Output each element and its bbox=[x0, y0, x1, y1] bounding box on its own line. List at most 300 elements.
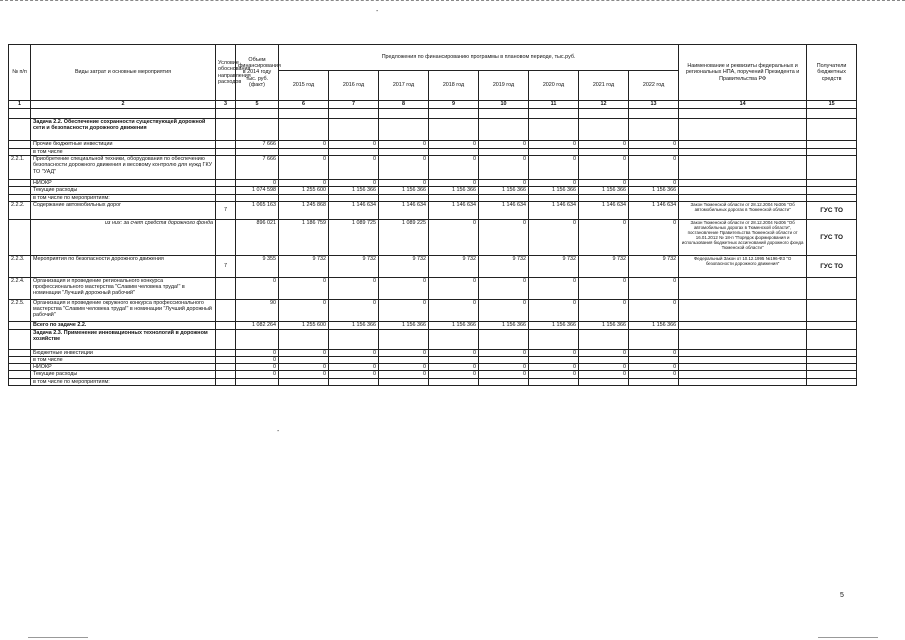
row-recipient bbox=[807, 349, 857, 356]
row-legal-act bbox=[679, 329, 807, 349]
row-recipient bbox=[807, 299, 857, 321]
row-value bbox=[529, 378, 579, 385]
row-value: 0 bbox=[479, 371, 529, 378]
row-value: 0 bbox=[329, 364, 379, 371]
row-value bbox=[629, 357, 679, 364]
row-value: 0 bbox=[629, 141, 679, 149]
column-number: 9 bbox=[429, 101, 479, 109]
row-name: из них: за счет средств дорожного фонда bbox=[31, 219, 216, 255]
row-legal-act bbox=[679, 371, 807, 378]
row-value: 0 bbox=[479, 299, 529, 321]
page-number: 5 bbox=[840, 592, 844, 599]
row-value bbox=[479, 149, 529, 156]
financing-table bbox=[8, 44, 857, 386]
row-value: 0 bbox=[429, 219, 479, 255]
table-row bbox=[9, 321, 857, 329]
row-value: 9 732 bbox=[279, 255, 329, 277]
row-value: 0 bbox=[429, 180, 479, 187]
row-number: 2.2.3. bbox=[9, 255, 31, 277]
row-value bbox=[529, 119, 579, 141]
row-value bbox=[429, 329, 479, 349]
row-value: 0 bbox=[429, 156, 479, 180]
column-number: 14 bbox=[679, 101, 807, 109]
row-value: 0 bbox=[429, 349, 479, 356]
row-value bbox=[329, 149, 379, 156]
row-value: 1 156 366 bbox=[479, 321, 529, 329]
row-recipient: ГУС ТО bbox=[807, 255, 857, 277]
row-name: Задача 2.3. Применение инновационных технологий в дорожном хозяйстве bbox=[31, 329, 216, 349]
row-value: 0 bbox=[579, 156, 629, 180]
row-recipient: ГУС ТО bbox=[807, 201, 857, 219]
row-value bbox=[279, 119, 329, 141]
header-year: 2017 год bbox=[379, 71, 429, 101]
scan-mark: - bbox=[376, 8, 379, 15]
row-legal-act: Закон Тюменской области от 28.12.2004 №306 "Об автомобильных дорогах в Тюменской области", постановление Правительства Тюменской области от 16.01.2012 № 18-п "Порядок формирования и использования бюджетных ассигнований дорожного фонда Тюменской области" bbox=[679, 219, 807, 255]
row-value bbox=[329, 357, 379, 364]
row-value bbox=[279, 378, 329, 385]
row-value bbox=[579, 109, 629, 119]
row-value: 0 bbox=[379, 364, 429, 371]
column-number: 11 bbox=[529, 101, 579, 109]
row-condition bbox=[216, 349, 236, 356]
table-row bbox=[9, 149, 857, 156]
row-value bbox=[429, 357, 479, 364]
table-row bbox=[9, 329, 857, 349]
row-value bbox=[236, 109, 279, 119]
row-value bbox=[279, 149, 329, 156]
row-value bbox=[529, 194, 579, 201]
row-value: 0 bbox=[279, 180, 329, 187]
row-value bbox=[579, 194, 629, 201]
row-value: 1 156 366 bbox=[329, 321, 379, 329]
row-condition bbox=[216, 357, 236, 364]
row-legal-act bbox=[679, 364, 807, 371]
row-value bbox=[429, 119, 479, 141]
row-value bbox=[429, 109, 479, 119]
row-value bbox=[479, 329, 529, 349]
row-value bbox=[529, 329, 579, 349]
row-value: 0 bbox=[579, 349, 629, 356]
row-condition bbox=[216, 187, 236, 194]
table-row bbox=[9, 219, 857, 255]
row-value: 1 146 634 bbox=[579, 201, 629, 219]
row-legal-act bbox=[679, 180, 807, 187]
column-number: 5 bbox=[236, 101, 279, 109]
row-value bbox=[379, 329, 429, 349]
row-value bbox=[236, 378, 279, 385]
column-number: 7 bbox=[329, 101, 379, 109]
row-value: 0 bbox=[236, 371, 279, 378]
table-row bbox=[9, 201, 857, 219]
row-name: в том числе по мероприятиям: bbox=[31, 194, 216, 201]
table-row bbox=[9, 119, 857, 141]
row-value: 1 146 634 bbox=[529, 201, 579, 219]
row-value: 0 bbox=[379, 180, 429, 187]
row-value: 0 bbox=[379, 141, 429, 149]
table-row bbox=[9, 364, 857, 371]
row-recipient: ГУС ТО bbox=[807, 219, 857, 255]
row-recipient bbox=[807, 180, 857, 187]
row-recipient bbox=[807, 119, 857, 141]
row-value: 0 bbox=[529, 364, 579, 371]
row-value bbox=[429, 149, 479, 156]
row-condition bbox=[216, 299, 236, 321]
row-value bbox=[479, 357, 529, 364]
row-value: 1 156 366 bbox=[479, 187, 529, 194]
row-value: 0 bbox=[629, 156, 679, 180]
row-legal-act bbox=[679, 349, 807, 356]
column-number: 1 bbox=[9, 101, 31, 109]
row-value: 0 bbox=[529, 156, 579, 180]
row-value: 0 bbox=[379, 156, 429, 180]
header-legal: Наименование и реквизиты федеральных и региональных НПА, поручений Президента и Правительства РФ bbox=[679, 45, 807, 101]
row-value bbox=[579, 357, 629, 364]
row-value: 0 bbox=[279, 364, 329, 371]
row-value: 0 bbox=[629, 371, 679, 378]
row-value: 0 bbox=[479, 141, 529, 149]
row-value: 0 bbox=[629, 180, 679, 187]
table-row bbox=[9, 357, 857, 364]
row-name: в том числе bbox=[31, 149, 216, 156]
row-value bbox=[529, 357, 579, 364]
row-value: 896 021 bbox=[236, 219, 279, 255]
row-value bbox=[329, 329, 379, 349]
table-row bbox=[9, 255, 857, 277]
row-value: 0 bbox=[329, 277, 379, 299]
row-value: 0 bbox=[629, 277, 679, 299]
row-legal-act bbox=[679, 357, 807, 364]
row-value: 1 255 600 bbox=[279, 321, 329, 329]
column-number: 6 bbox=[279, 101, 329, 109]
row-value: 1 156 366 bbox=[579, 321, 629, 329]
row-value: 0 bbox=[329, 299, 379, 321]
row-value: 0 bbox=[479, 219, 529, 255]
row-value bbox=[236, 329, 279, 349]
row-condition bbox=[216, 364, 236, 371]
row-value: 0 bbox=[629, 299, 679, 321]
row-value bbox=[529, 149, 579, 156]
row-value: 1 156 366 bbox=[379, 187, 429, 194]
row-value bbox=[379, 357, 429, 364]
row-name: в том числе по мероприятиям: bbox=[31, 378, 216, 385]
row-number: 2.2.5. bbox=[9, 299, 31, 321]
row-name: Задача 2.2. Обеспечение сохранности существующей дорожной сети и безопасности дорожного движения bbox=[31, 119, 216, 141]
row-value bbox=[579, 378, 629, 385]
row-value: 1 089 725 bbox=[329, 219, 379, 255]
row-value bbox=[379, 149, 429, 156]
row-value: 9 732 bbox=[429, 255, 479, 277]
table-row bbox=[9, 187, 857, 194]
row-value: 0 bbox=[236, 277, 279, 299]
header-volume: Объем финансирования в 2014 году тыс. руб. (факт) bbox=[236, 45, 279, 101]
row-condition bbox=[216, 277, 236, 299]
row-value bbox=[279, 357, 329, 364]
column-number: 12 bbox=[579, 101, 629, 109]
table-row bbox=[9, 277, 857, 299]
row-value: 0 bbox=[329, 371, 379, 378]
header-year: 2016 год bbox=[329, 71, 379, 101]
row-name: Бюджетные инвестиции bbox=[31, 349, 216, 356]
row-value: 1 065 163 bbox=[236, 201, 279, 219]
row-recipient bbox=[807, 149, 857, 156]
column-number: 15 bbox=[807, 101, 857, 109]
row-value bbox=[629, 194, 679, 201]
row-value: 0 bbox=[236, 180, 279, 187]
row-name: НИОКР bbox=[31, 364, 216, 371]
row-value: 0 bbox=[329, 156, 379, 180]
row-value bbox=[279, 329, 329, 349]
row-value bbox=[379, 194, 429, 201]
row-value bbox=[329, 194, 379, 201]
row-recipient bbox=[807, 156, 857, 180]
row-condition bbox=[216, 119, 236, 141]
row-condition bbox=[216, 329, 236, 349]
row-value: 0 bbox=[529, 219, 579, 255]
row-value: 9 732 bbox=[479, 255, 529, 277]
row-condition bbox=[216, 194, 236, 201]
row-value: 0 bbox=[236, 357, 279, 364]
row-value: 0 bbox=[429, 277, 479, 299]
row-value bbox=[329, 109, 379, 119]
row-condition bbox=[216, 378, 236, 385]
row-value: 0 bbox=[279, 299, 329, 321]
row-value bbox=[379, 119, 429, 141]
row-value: 9 732 bbox=[329, 255, 379, 277]
row-recipient bbox=[807, 109, 857, 119]
row-number bbox=[9, 371, 31, 378]
row-value bbox=[629, 119, 679, 141]
row-value bbox=[429, 194, 479, 201]
row-value: 1 255 600 bbox=[279, 187, 329, 194]
row-value: 0 bbox=[379, 277, 429, 299]
row-value bbox=[429, 378, 479, 385]
row-condition: 7 bbox=[216, 201, 236, 219]
row-name: НИОКР bbox=[31, 180, 216, 187]
row-number bbox=[9, 378, 31, 385]
row-value: 0 bbox=[529, 299, 579, 321]
row-recipient bbox=[807, 378, 857, 385]
row-value: 0 bbox=[329, 180, 379, 187]
row-name: Содержание автомобильных дорог bbox=[31, 201, 216, 219]
scan-mark: - bbox=[277, 428, 280, 435]
row-value bbox=[579, 119, 629, 141]
row-value: 0 bbox=[279, 141, 329, 149]
row-legal-act bbox=[679, 299, 807, 321]
row-value: 1 156 366 bbox=[629, 187, 679, 194]
column-number: 10 bbox=[479, 101, 529, 109]
row-name: Прочие бюджетные инвестиции bbox=[31, 141, 216, 149]
row-condition bbox=[216, 156, 236, 180]
row-value: 1 146 634 bbox=[379, 201, 429, 219]
header-year: 2020 год bbox=[529, 71, 579, 101]
row-legal-act bbox=[679, 119, 807, 141]
row-value: 0 bbox=[529, 277, 579, 299]
row-value: 0 bbox=[379, 349, 429, 356]
row-value: 0 bbox=[579, 180, 629, 187]
row-value: 0 bbox=[629, 349, 679, 356]
row-value bbox=[236, 194, 279, 201]
row-value: 0 bbox=[236, 364, 279, 371]
row-recipient bbox=[807, 141, 857, 149]
header-proposals: Предложения по финансированию программы в плановом периоде, тыс.руб. bbox=[279, 45, 679, 71]
row-legal-act: Закон Тюменской области от 28.12.2004 №306 "Об автомобильных дорогах в Тюменской области" bbox=[679, 201, 807, 219]
row-value: 1 156 366 bbox=[379, 321, 429, 329]
header-recipients: Получатели бюджетных средств bbox=[807, 45, 857, 101]
row-value: 0 bbox=[379, 371, 429, 378]
row-value bbox=[379, 109, 429, 119]
row-value: 0 bbox=[579, 141, 629, 149]
row-value: 1 146 634 bbox=[429, 201, 479, 219]
column-number: 8 bbox=[379, 101, 429, 109]
row-value: 0 bbox=[479, 349, 529, 356]
row-legal-act bbox=[679, 149, 807, 156]
row-legal-act bbox=[679, 109, 807, 119]
row-number bbox=[9, 349, 31, 356]
scan-top-edge bbox=[0, 0, 905, 4]
row-value bbox=[579, 329, 629, 349]
row-number: 2.2.1. bbox=[9, 156, 31, 180]
row-value bbox=[379, 378, 429, 385]
row-value: 0 bbox=[429, 364, 479, 371]
row-value: 1 146 634 bbox=[479, 201, 529, 219]
row-condition: 7 bbox=[216, 255, 236, 277]
row-number bbox=[9, 149, 31, 156]
row-name: Текущие расходы bbox=[31, 187, 216, 194]
row-legal-act bbox=[679, 321, 807, 329]
row-value bbox=[329, 119, 379, 141]
row-recipient bbox=[807, 187, 857, 194]
row-number bbox=[9, 109, 31, 119]
row-name: в том числе bbox=[31, 357, 216, 364]
row-legal-act bbox=[679, 141, 807, 149]
row-value: 0 bbox=[479, 277, 529, 299]
row-value: 1 146 634 bbox=[329, 201, 379, 219]
row-value bbox=[529, 109, 579, 119]
row-value: 1 156 366 bbox=[329, 187, 379, 194]
row-recipient bbox=[807, 321, 857, 329]
row-value: 1 074 598 bbox=[236, 187, 279, 194]
header-year: 2018 год bbox=[429, 71, 479, 101]
row-value: 9 732 bbox=[579, 255, 629, 277]
table-row bbox=[9, 109, 857, 119]
row-value: 1 146 634 bbox=[629, 201, 679, 219]
table-row bbox=[9, 194, 857, 201]
row-value: 0 bbox=[579, 299, 629, 321]
row-name: Организация и проведение окружного конкурса профессионального мастерства "Славим человека труда!" в номинации "Лучший дорожный рабочий" bbox=[31, 299, 216, 321]
row-value: 9 732 bbox=[379, 255, 429, 277]
table-row bbox=[9, 371, 857, 378]
row-number bbox=[9, 141, 31, 149]
row-value: 0 bbox=[579, 277, 629, 299]
row-value: 1 156 366 bbox=[429, 187, 479, 194]
row-condition bbox=[216, 180, 236, 187]
row-legal-act bbox=[679, 277, 807, 299]
row-value: 0 bbox=[629, 364, 679, 371]
column-number: 13 bbox=[629, 101, 679, 109]
row-name: Организация и проведение регионального конкурса профессионального мастерства "Славим человека труда!" в номинации "Лучший дорожный рабочий" bbox=[31, 277, 216, 299]
row-value bbox=[629, 109, 679, 119]
row-number bbox=[9, 357, 31, 364]
row-value bbox=[479, 378, 529, 385]
column-number: 2 bbox=[31, 101, 216, 109]
row-value: 0 bbox=[579, 219, 629, 255]
row-value bbox=[329, 378, 379, 385]
row-value: 1 156 366 bbox=[579, 187, 629, 194]
table-row bbox=[9, 141, 857, 149]
row-value: 0 bbox=[279, 349, 329, 356]
row-number bbox=[9, 187, 31, 194]
table-row bbox=[9, 156, 857, 180]
row-recipient bbox=[807, 371, 857, 378]
column-number: 3 bbox=[216, 101, 236, 109]
row-value: 1 082 264 bbox=[236, 321, 279, 329]
row-number bbox=[9, 194, 31, 201]
row-number bbox=[9, 180, 31, 187]
row-value: 0 bbox=[479, 364, 529, 371]
row-value: 0 bbox=[529, 349, 579, 356]
row-value: 9 355 bbox=[236, 255, 279, 277]
row-condition bbox=[216, 109, 236, 119]
table-row bbox=[9, 349, 857, 356]
row-value bbox=[236, 119, 279, 141]
row-value bbox=[629, 329, 679, 349]
row-value bbox=[236, 149, 279, 156]
row-value bbox=[629, 149, 679, 156]
row-value: 0 bbox=[379, 299, 429, 321]
row-name: Мероприятия по безопасности дорожного движения bbox=[31, 255, 216, 277]
scan-bottom-edge bbox=[818, 637, 878, 638]
row-legal-act bbox=[679, 378, 807, 385]
row-value: 0 bbox=[329, 349, 379, 356]
row-value: 0 bbox=[529, 371, 579, 378]
row-value: 0 bbox=[329, 141, 379, 149]
row-value bbox=[279, 194, 329, 201]
header-year: 2022 год bbox=[629, 71, 679, 101]
row-value: 0 bbox=[429, 141, 479, 149]
header-kinds: Виды затрат и основные мероприятия bbox=[31, 45, 216, 101]
header-num: № п/п bbox=[9, 45, 31, 101]
row-value bbox=[479, 194, 529, 201]
row-value: 0 bbox=[579, 364, 629, 371]
row-number bbox=[9, 219, 31, 255]
row-value bbox=[579, 149, 629, 156]
row-value: 90 bbox=[236, 299, 279, 321]
row-value: 0 bbox=[479, 180, 529, 187]
row-value: 0 bbox=[279, 371, 329, 378]
row-value: 0 bbox=[279, 277, 329, 299]
row-value: 1 245 868 bbox=[279, 201, 329, 219]
row-value: 1 089 225 bbox=[379, 219, 429, 255]
row-legal-act bbox=[679, 187, 807, 194]
row-value: 1 156 366 bbox=[529, 187, 579, 194]
row-condition bbox=[216, 371, 236, 378]
row-value bbox=[479, 119, 529, 141]
row-number bbox=[9, 329, 31, 349]
row-recipient bbox=[807, 329, 857, 349]
header-condition: Условие обоснования направления расходов bbox=[216, 45, 236, 101]
row-value bbox=[279, 109, 329, 119]
header-year: 2015 год bbox=[279, 71, 329, 101]
row-name: Приобретение специальной техники, оборудования по обеспечению безопасности дорожного движения и весовому контролю для нужд ГКУ ТО "УАД" bbox=[31, 156, 216, 180]
row-recipient bbox=[807, 194, 857, 201]
row-number bbox=[9, 321, 31, 329]
row-recipient bbox=[807, 357, 857, 364]
row-recipient bbox=[807, 364, 857, 371]
header-year: 2019 год bbox=[479, 71, 529, 101]
row-value: 0 bbox=[429, 299, 479, 321]
row-value: 1 156 366 bbox=[629, 321, 679, 329]
row-number bbox=[9, 364, 31, 371]
